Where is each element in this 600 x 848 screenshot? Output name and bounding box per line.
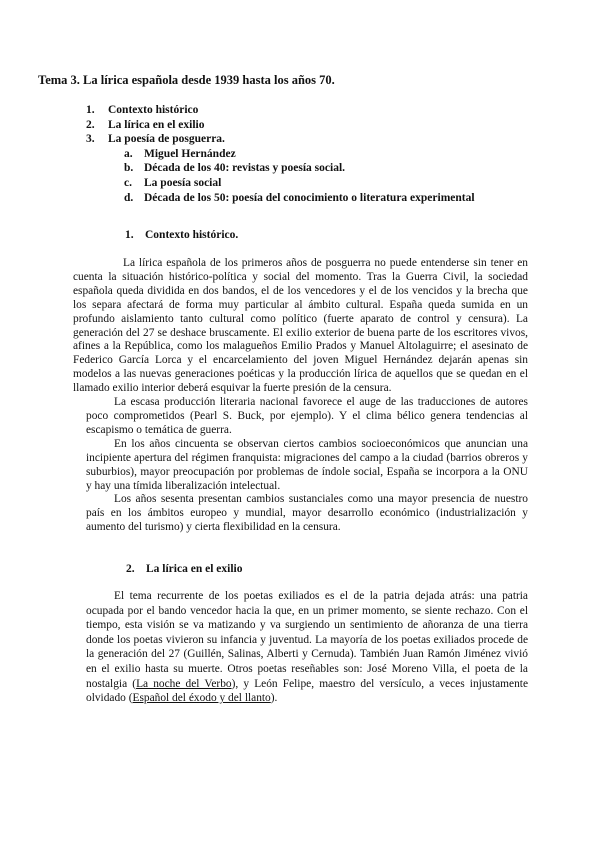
paragraph: En los años cincuenta se observan ciertos cambios socioeconómicos que anuncian una incipiente apertura del régimen franquista: migraciones del campo a la ciudad (barrios obreros y suburbios), mayor preocupación por problemas de índole social, España se incorpora a la ONU y hay una tímida liberalización intelectual. xyxy=(86,438,528,492)
toc-item xyxy=(86,132,475,147)
paragraph: La lírica española de los primeros años de posguerra no puede entenderse sin tener en cuenta la situación histórico-política y social del momento. Tras la Guerra Civil, la sociedad española queda dividida en dos bandos, el de los vencedores y el de los vencidos y la brecha que los separa afectará de forma muy particular al ámbito cultural. España queda sumida en un profundo aislamiento tanto cultural como político (fuerte aparato de control y censura). La generación del 27 se deshace bruscamente. El exilio exterior de buena parte de los escritores vivos, afines a la República, como los malagueños Emilio Prados y Manuel Altolaguirre; el asesinato de Federico García Lorca y el encarcelamiento del joven Miguel Hernández dejarán apenas sin modelos a las nuevas generaciones poéticas y la producción lírica de aquellos que se quedan en el llamado exilio interior deberá esquivar la fuerte presión de la censura. xyxy=(73,257,528,395)
toc-subitem-letter: c. xyxy=(124,176,132,189)
toc-subitem-label: Miguel Hernández xyxy=(144,147,236,160)
paragraph-text: ). xyxy=(270,692,278,705)
document-title: Tema 3. La lírica española desde 1939 hasta los años 70. xyxy=(38,73,335,87)
section-title: La lírica en el exilio xyxy=(146,563,243,575)
section-heading-exilio xyxy=(126,563,242,575)
toc-item-number: 3. xyxy=(86,133,95,146)
toc-item-label: Contexto histórico xyxy=(108,104,199,116)
toc-subitem xyxy=(86,147,475,162)
section-title: Contexto histórico. xyxy=(145,229,239,241)
paragraph: La escasa producción literaria nacional favorece el auge de las traducciones de autores poco comprometidos (Pearl S. Buck, por ejemplo). Y el clima bélico genera tendencias al escapismo o temática de guerra. xyxy=(86,396,528,436)
toc-item xyxy=(86,118,475,133)
toc-subitem-label: Década de los 40: revistas y poesía social. xyxy=(144,162,346,175)
toc-subitem-label: Década de los 50: poesía del conocimiento o literatura experimental xyxy=(144,191,475,204)
section-heading-contexto xyxy=(125,229,238,241)
paragraph-text: El tema recurrente de los poetas exiliados es el de la patria dejada atrás: una patria ocupada por el bando vencedor hacia la que, en un primer momento, se siente rechazo. Con el tiempo, esta visión se va matizando y va surgiendo un sentimiento de añoranza de una tierra donde los poetas vivieron su infancia y juventud. La mayoría de los poetas exiliados procede de la generación del 27 (Guillén, Salinas, Alberti y Cernuda). También Juan Ramón Jiménez vivió en el exilio hasta su muerte. Otros poetas reseñables son: José Moreno Villa, el poeta de la nostalgia ( xyxy=(86,590,528,690)
toc-item-label: La poesía de posguerra. xyxy=(108,133,225,146)
toc-item-number: 1. xyxy=(86,104,95,116)
toc-subitem-letter: d. xyxy=(124,191,134,204)
section-number: 1. xyxy=(125,229,134,241)
toc-subitem-letter: a. xyxy=(124,147,133,160)
paragraph-text: ), y León Felipe, maestro del versículo, a veces injustamente olvidado ( xyxy=(86,677,528,705)
table-of-contents xyxy=(86,103,475,205)
paragraph: Los años sesenta presentan cambios sustanciales como una mayor presencia de nuestro país en los ámbitos europeo y mundial, mayor desarrollo económico (industrialización y aumento del turismo) y cierta flexibilidad en la censura. xyxy=(86,493,528,533)
toc-item-label: La lírica en el exilio xyxy=(108,118,205,131)
toc-item-number: 2. xyxy=(86,118,95,131)
toc-subitem-letter: b. xyxy=(124,162,134,175)
toc-subitem xyxy=(86,176,475,191)
toc-subitem xyxy=(86,191,475,206)
toc-subitem-label: La poesía social xyxy=(144,176,222,189)
toc-item xyxy=(86,103,475,118)
toc-subitem xyxy=(86,161,475,176)
paragraph xyxy=(86,589,528,706)
section-number: 2. xyxy=(126,563,135,575)
book-title-link: La noche del Verbo xyxy=(136,677,232,690)
book-title-link: Español del éxodo y del llanto xyxy=(132,692,271,705)
